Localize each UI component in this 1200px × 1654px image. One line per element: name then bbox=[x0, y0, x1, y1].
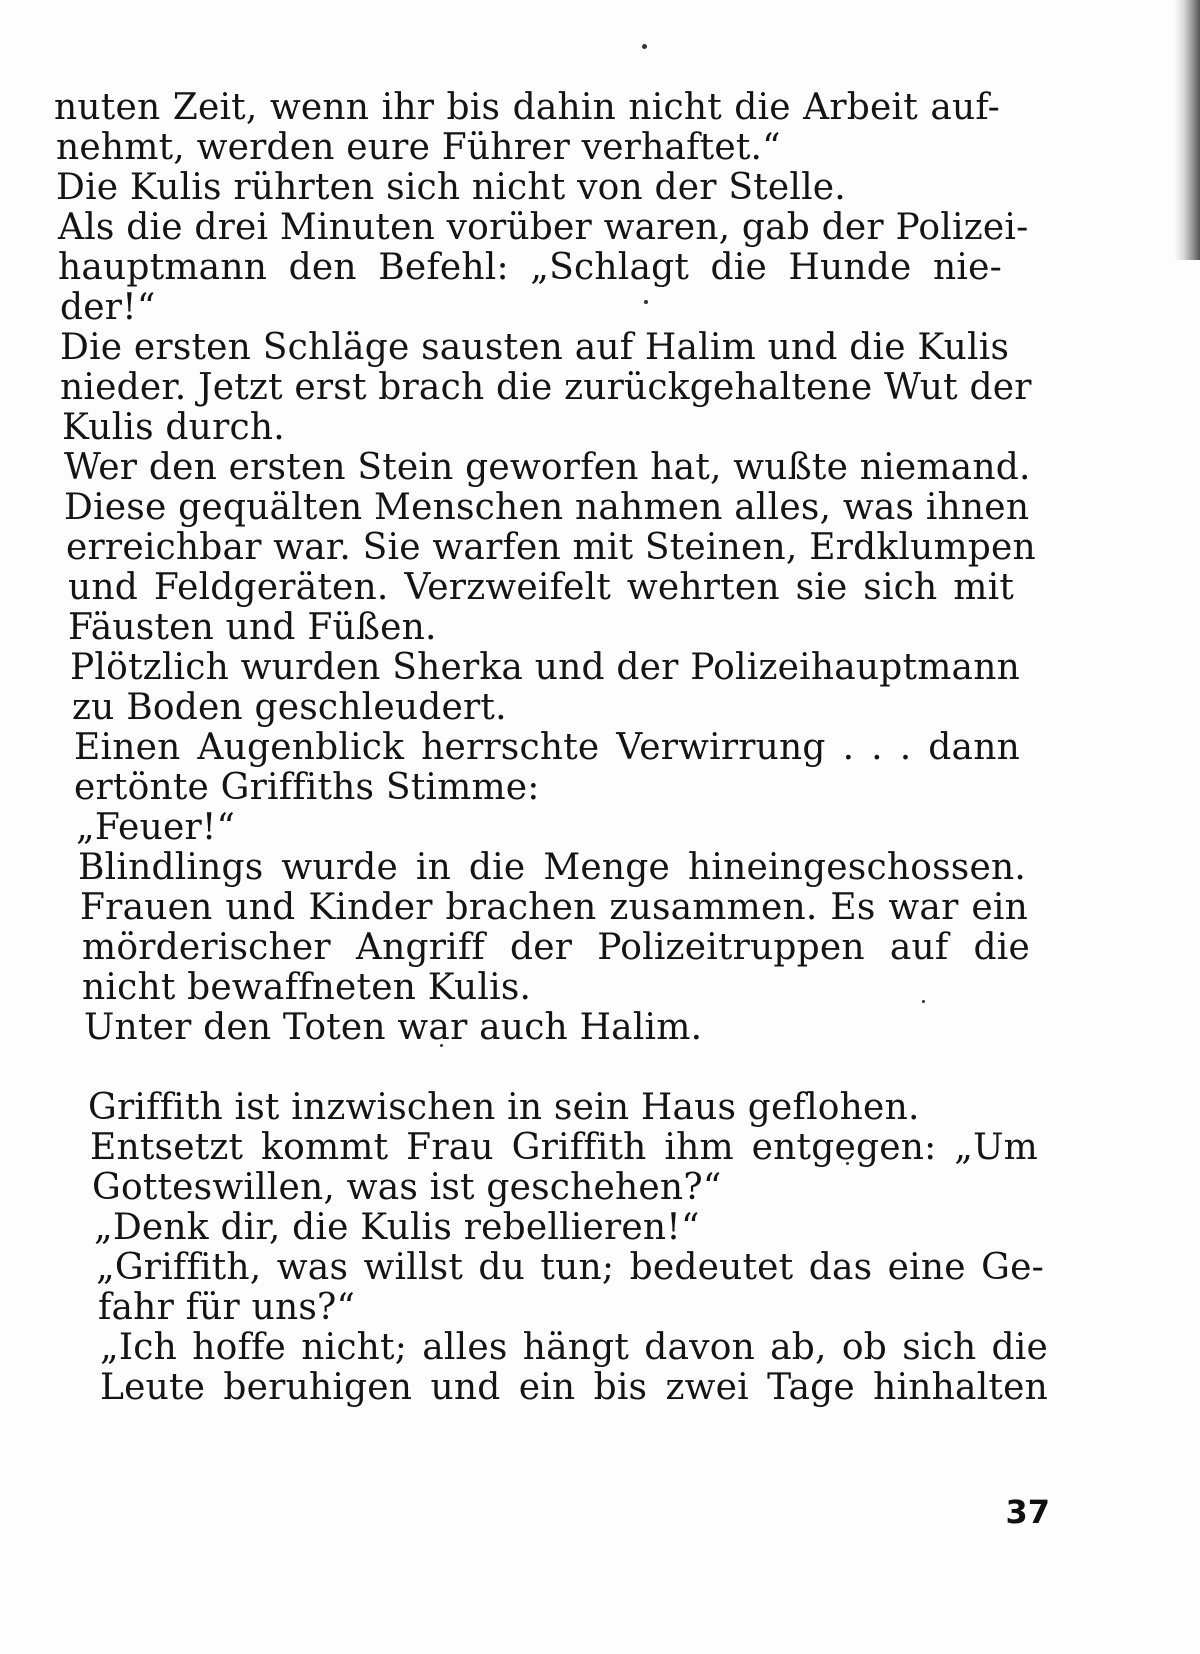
text-line: Unter den Toten war auch Halim. bbox=[84, 1007, 703, 1048]
text-line: hauptmann den Befehl: „Schlagt die Hunde nie- bbox=[58, 247, 1002, 288]
text-line: ertönte Griffiths Stimme: bbox=[74, 767, 540, 808]
text-line: Gotteswillen, was ist geschehen?“ bbox=[92, 1167, 722, 1208]
print-speck bbox=[642, 44, 647, 49]
text-line: „Ich hoffe nicht; alles hängt davon ab, ob sich die bbox=[100, 1327, 1048, 1368]
text-line: Diese gequälten Menschen nahmen alles, was ihnen bbox=[64, 487, 1030, 528]
text-line: zu Boden geschleudert. bbox=[72, 687, 507, 728]
text-line: Kulis durch. bbox=[62, 407, 285, 448]
text-line: Griffith ist inzwischen in sein Haus geflohen. bbox=[88, 1087, 920, 1128]
text-line: „Denk dir, die Kulis rebellieren!“ bbox=[94, 1207, 700, 1248]
text-line: Leute beruhigen und ein bis zwei Tage hinhalten bbox=[100, 1367, 1048, 1408]
text-line: nehmt, werden eure Führer verhaftet.“ bbox=[56, 127, 781, 168]
text-line: Die ersten Schläge sausten auf Halim und die Kulis bbox=[60, 327, 1010, 368]
text-line: und Feldgeräten. Verzweifelt wehrten sie sich mit bbox=[68, 567, 1014, 608]
print-speck bbox=[644, 300, 648, 304]
text-line: „Griffith, was willst du tun; bedeutet das eine Ge- bbox=[96, 1247, 1044, 1288]
text-line: Wer den ersten Stein geworfen hat, wußte niemand. bbox=[64, 447, 1031, 488]
text-line: nuten Zeit, wenn ihr bis dahin nicht die Arbeit auf- bbox=[54, 87, 1000, 128]
text-line: nieder. Jetzt erst brach die zurückgehaltene Wut der bbox=[60, 367, 1032, 408]
text-line: erreichbar war. Sie warfen mit Steinen, Erdklumpen bbox=[66, 527, 1036, 568]
print-speck bbox=[922, 1000, 925, 1003]
text-line: Plötzlich wurden Sherka und der Polizeihauptmann bbox=[70, 647, 1020, 688]
text-line: Blindlings wurde in die Menge hineingeschossen. bbox=[78, 847, 1026, 888]
page-edge-shadow bbox=[1174, 0, 1200, 260]
text-line: nicht bewaffneten Kulis. bbox=[82, 967, 532, 1008]
text-line: Als die drei Minuten vorüber waren, gab der Polizei- bbox=[58, 207, 1029, 248]
text-line: Fäusten und Füßen. bbox=[68, 607, 437, 648]
page-number: 37 bbox=[1005, 1493, 1050, 1531]
text-line: Entsetzt kommt Frau Griffith ihm entgegen: „Um bbox=[90, 1127, 1038, 1168]
text-line: fahr für uns?“ bbox=[98, 1287, 356, 1328]
text-line: mörderischer Angriff der Polizeitruppen auf die bbox=[82, 927, 1030, 968]
text-line: „Feuer!“ bbox=[76, 807, 236, 848]
text-line: Frauen und Kinder brachen zusammen. Es war ein bbox=[80, 887, 1028, 928]
text-line: Die Kulis rührten sich nicht von der Stelle. bbox=[56, 167, 846, 208]
text-line: Einen Augenblick herrschte Verwirrung . . . dann bbox=[74, 727, 1020, 768]
text-line: der!“ bbox=[60, 287, 156, 328]
